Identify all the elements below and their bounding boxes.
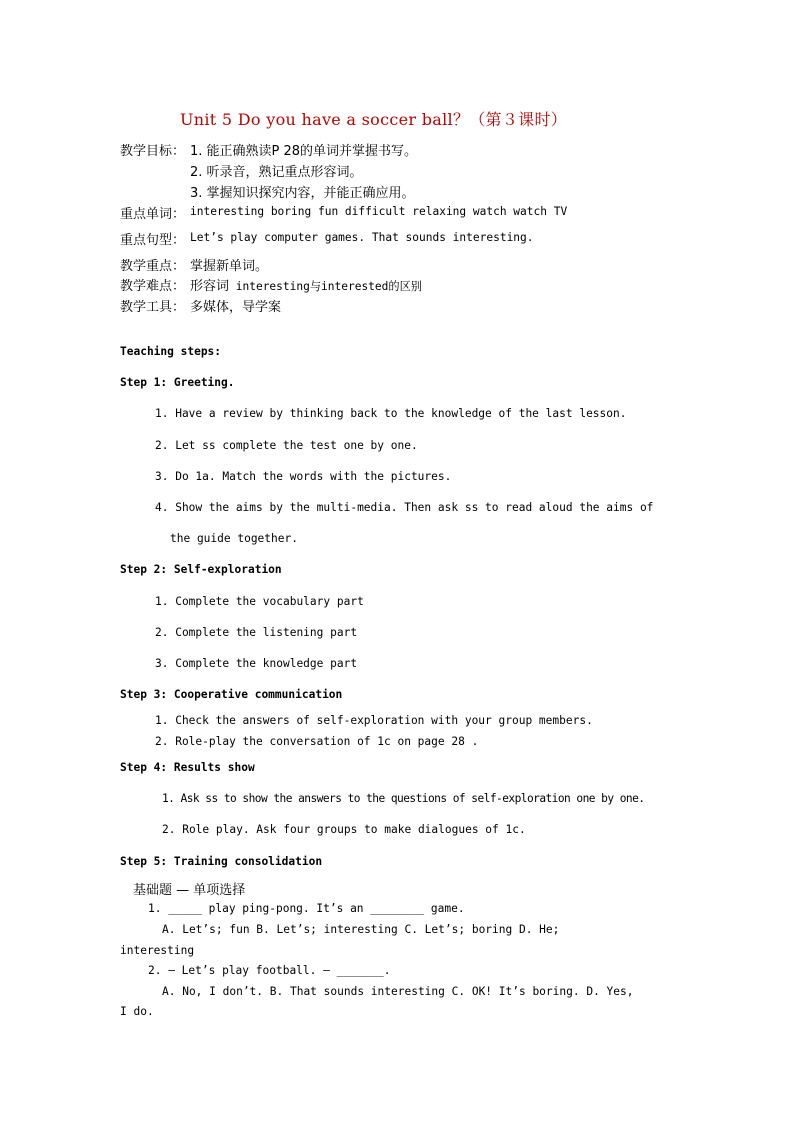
step1-item: 4. Show the aims by the multi-media. Then ask ss to read aloud the aims of [155, 501, 654, 514]
focus-value: 掌握新单词。 [190, 259, 269, 274]
step1-title: Step 1: Greeting. [120, 376, 235, 389]
lesson-title: Unit 5 Do you have a soccer ball？（第３课时） [180, 110, 568, 129]
step3-item: 1. Check the answers of self-exploration with your group members. [155, 714, 593, 727]
step5-title: Step 5: Training consolidation [120, 855, 323, 868]
question-1-options-cont: interesting [120, 944, 195, 957]
step2-item: 3. Complete the knowledge part [155, 657, 358, 670]
question-1-stem: 1. _____ play ping-pong. It’s an ________ game. [148, 902, 465, 915]
goals-label: 教学目标： [120, 144, 186, 159]
vocab-value: interesting boring fun difficult relaxing watch watch TV [190, 205, 568, 218]
sentence-label: 重点句型： [120, 233, 186, 248]
step3-item: 2. Role-play the conversation of 1c on page 28 . [155, 735, 479, 748]
difficulty-value: interesting与interested的区别 [229, 280, 422, 293]
tools-label: 教学工具： [120, 300, 186, 315]
step1-item: 3. Do 1a. Match the words with the pictures. [155, 470, 452, 483]
goal-item: 3. 掌握知识探究内容，并能正确应用。 [190, 186, 415, 201]
focus-label: 教学重点： [120, 259, 186, 274]
goal-item: 1. 能正确熟读P 28的单词并掌握书写。 [190, 144, 418, 159]
step2-title: Step 2: Self-exploration [120, 563, 282, 576]
difficulty-prefix: 形容词 [190, 279, 230, 294]
step1-item-continuation: the guide together. [170, 532, 298, 545]
goal-item: 2. 听录音，熟记重点形容词。 [190, 165, 363, 180]
question-2-options: A. No, I don’t. B. That sounds interesting C. OK! It’s boring. D. Yes, [162, 985, 634, 998]
teaching-steps-heading: Teaching steps: [120, 345, 222, 358]
step1-item: 1. Have a review by thinking back to the knowledge of the last lesson. [155, 407, 627, 420]
step4-item: 1. Ask ss to show the answers to the questions of self-exploration one by one. [162, 792, 645, 805]
step2-item: 2. Complete the listening part [155, 626, 358, 639]
question-1-options: A. Let’s; fun B. Let’s; interesting C. Let’s; boring D. He; [162, 923, 560, 936]
difficulty-label: 教学难点： [120, 279, 186, 294]
sentence-value: Let’s play computer games. That sounds interesting. [190, 231, 534, 244]
exercise-section-heading: 基础题 — 单项选择 [133, 883, 246, 898]
vocab-label: 重点单词： [120, 207, 186, 222]
step4-title: Step 4: Results show [120, 761, 255, 774]
question-2-options-cont: I do. [120, 1005, 154, 1018]
question-2-stem: 2. — Let’s play football. — _______. [148, 964, 391, 977]
tools-value: 多媒体，导学案 [190, 300, 282, 315]
step3-title: Step 3: Cooperative communication [120, 688, 343, 701]
step1-item: 2. Let ss complete the test one by one. [155, 439, 418, 452]
step4-item: 2. Role play. Ask four groups to make dialogues of 1c. [162, 823, 526, 836]
difficulty-line [190, 275, 422, 295]
step2-item: 1. Complete the vocabulary part [155, 595, 364, 608]
